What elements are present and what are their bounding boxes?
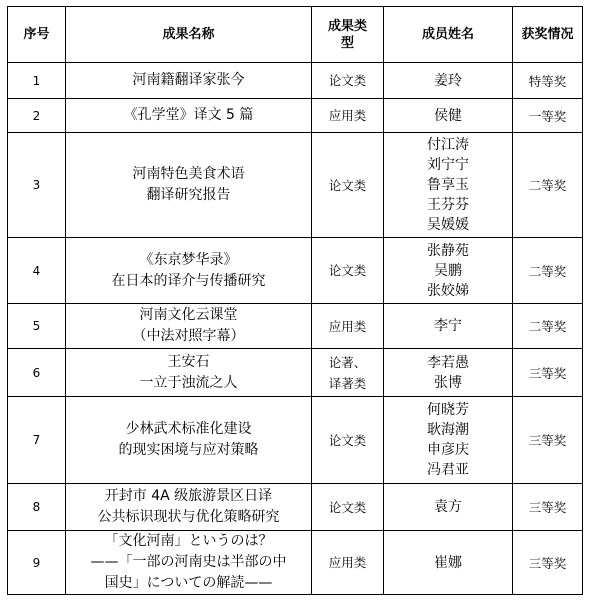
member-names bbox=[384, 63, 513, 99]
awards-table bbox=[7, 6, 583, 595]
cell-line: 刘宁宁 bbox=[427, 157, 469, 173]
cell-line: 《孔学堂》译文 5 篇 bbox=[123, 107, 254, 123]
cell-line: 吴鹏 bbox=[434, 262, 462, 279]
cell-line: 李宁 bbox=[434, 318, 462, 334]
award-level: 二等奖 bbox=[513, 304, 583, 349]
cell-line: 吴媛媛 bbox=[427, 217, 469, 233]
cell-line: 侯健 bbox=[434, 107, 462, 124]
row-index: 3 bbox=[8, 133, 66, 238]
achievement-name bbox=[66, 349, 312, 397]
row-index: 2 bbox=[8, 99, 66, 133]
cell-line: 论著、 bbox=[328, 354, 367, 370]
award-level: 三等奖 bbox=[513, 397, 583, 484]
row-index: 5 bbox=[8, 304, 66, 349]
achievement-name bbox=[66, 63, 312, 99]
cell-line: 论文类 bbox=[328, 263, 367, 278]
achievement-type bbox=[312, 63, 384, 99]
header-row bbox=[8, 7, 583, 63]
header-name: 成果名称 bbox=[66, 7, 312, 63]
cell-line: 张静苑 bbox=[427, 242, 469, 259]
cell-line: 开封市 4A 级旅游景区日译 bbox=[104, 488, 273, 504]
table-row bbox=[8, 238, 583, 304]
header-type: 成果类型 bbox=[312, 7, 384, 63]
cell-line: （中法对照字幕） bbox=[132, 328, 245, 344]
achievement-name bbox=[66, 99, 312, 133]
header-members: 成员姓名 bbox=[384, 7, 513, 63]
cell-line: 论文类 bbox=[328, 499, 367, 515]
cell-line: 河南特色美食术语 bbox=[132, 166, 245, 182]
row-index: 6 bbox=[8, 349, 66, 397]
cell-line: 论文类 bbox=[328, 73, 367, 88]
header-award: 获奖情况 bbox=[513, 7, 583, 63]
cell-line: 冯君亚 bbox=[427, 462, 469, 478]
achievement-name bbox=[66, 304, 312, 349]
cell-line: 公共标识现状与优化策略研究 bbox=[97, 509, 280, 525]
achievement-type bbox=[312, 397, 384, 484]
achievement-type bbox=[312, 349, 384, 397]
achievement-name bbox=[66, 484, 312, 531]
achievement-name bbox=[66, 238, 312, 304]
table-row bbox=[8, 99, 583, 133]
cell-line: 应用类 bbox=[328, 318, 367, 334]
cell-line: 王芬芬 bbox=[427, 197, 469, 213]
award-level: 二等奖 bbox=[513, 238, 583, 304]
member-names bbox=[384, 349, 513, 397]
cell-line: 王安石 bbox=[167, 353, 210, 370]
cell-line: 付江涛 bbox=[427, 137, 469, 153]
cell-line: 崔娜 bbox=[434, 554, 462, 571]
header-index: 序号 bbox=[8, 7, 66, 63]
cell-line: 少林武术标准化建设 bbox=[125, 421, 252, 437]
cell-line: 论文类 bbox=[328, 177, 367, 193]
cell-line: ——「一部の河南史は半部の中 bbox=[90, 554, 287, 570]
achievement-type bbox=[312, 99, 384, 133]
cell-line: 国史」についての解読—— bbox=[104, 575, 273, 591]
row-index: 1 bbox=[8, 63, 66, 99]
achievement-type bbox=[312, 531, 384, 595]
cell-line: 李若愚 bbox=[427, 354, 469, 371]
cell-line: 在日本的译介与传播研究 bbox=[111, 272, 266, 289]
table-row bbox=[8, 304, 583, 349]
award-level: 三等奖 bbox=[513, 349, 583, 397]
award-level: 三等奖 bbox=[513, 484, 583, 531]
member-names bbox=[384, 484, 513, 531]
table-row bbox=[8, 397, 583, 484]
achievement-type bbox=[312, 484, 384, 531]
cell-line: 河南文化云课堂 bbox=[139, 307, 238, 323]
cell-line: 河南籍翻译家张今 bbox=[132, 72, 245, 88]
cell-line: 翻译研究报告 bbox=[146, 187, 231, 203]
table-row bbox=[8, 133, 583, 238]
achievement-name bbox=[66, 133, 312, 238]
member-names bbox=[384, 397, 513, 484]
member-names bbox=[384, 531, 513, 595]
table-row bbox=[8, 531, 583, 595]
cell-line: 一立于浊流之人 bbox=[139, 374, 238, 391]
cell-line: 袁方 bbox=[434, 499, 462, 515]
award-level: 一等奖 bbox=[513, 99, 583, 133]
cell-line: 「文化河南」というのは？ bbox=[104, 533, 273, 549]
member-names bbox=[384, 304, 513, 349]
table-row bbox=[8, 63, 583, 99]
cell-line: 姜玲 bbox=[434, 72, 462, 89]
award-level: 二等奖 bbox=[513, 133, 583, 238]
achievement-name bbox=[66, 531, 312, 595]
row-index: 7 bbox=[8, 397, 66, 484]
cell-line: 张博 bbox=[434, 374, 462, 391]
cell-line: 鲁享玉 bbox=[427, 177, 469, 193]
achievement-name bbox=[66, 397, 312, 484]
cell-line: 申彦庆 bbox=[427, 442, 469, 458]
cell-line: 译著类 bbox=[328, 375, 367, 391]
table-row bbox=[8, 484, 583, 531]
cell-line: 《东京梦华录》 bbox=[139, 251, 238, 268]
member-names bbox=[384, 133, 513, 238]
award-level: 特等奖 bbox=[513, 63, 583, 99]
cell-line: 的现实困境与应对策略 bbox=[118, 442, 259, 458]
achievement-type bbox=[312, 304, 384, 349]
member-names bbox=[384, 238, 513, 304]
cell-line: 应用类 bbox=[328, 555, 367, 570]
achievement-type bbox=[312, 133, 384, 238]
table-row bbox=[8, 349, 583, 397]
award-level: 三等奖 bbox=[513, 531, 583, 595]
cell-line: 耿海潮 bbox=[427, 422, 469, 438]
cell-line: 何晓芳 bbox=[427, 402, 469, 418]
row-index: 4 bbox=[8, 238, 66, 304]
member-names bbox=[384, 99, 513, 133]
cell-line: 张姣娣 bbox=[427, 282, 469, 299]
achievement-type bbox=[312, 238, 384, 304]
cell-line: 应用类 bbox=[328, 108, 367, 123]
cell-line: 论文类 bbox=[328, 432, 367, 448]
row-index: 8 bbox=[8, 484, 66, 531]
row-index: 9 bbox=[8, 531, 66, 595]
